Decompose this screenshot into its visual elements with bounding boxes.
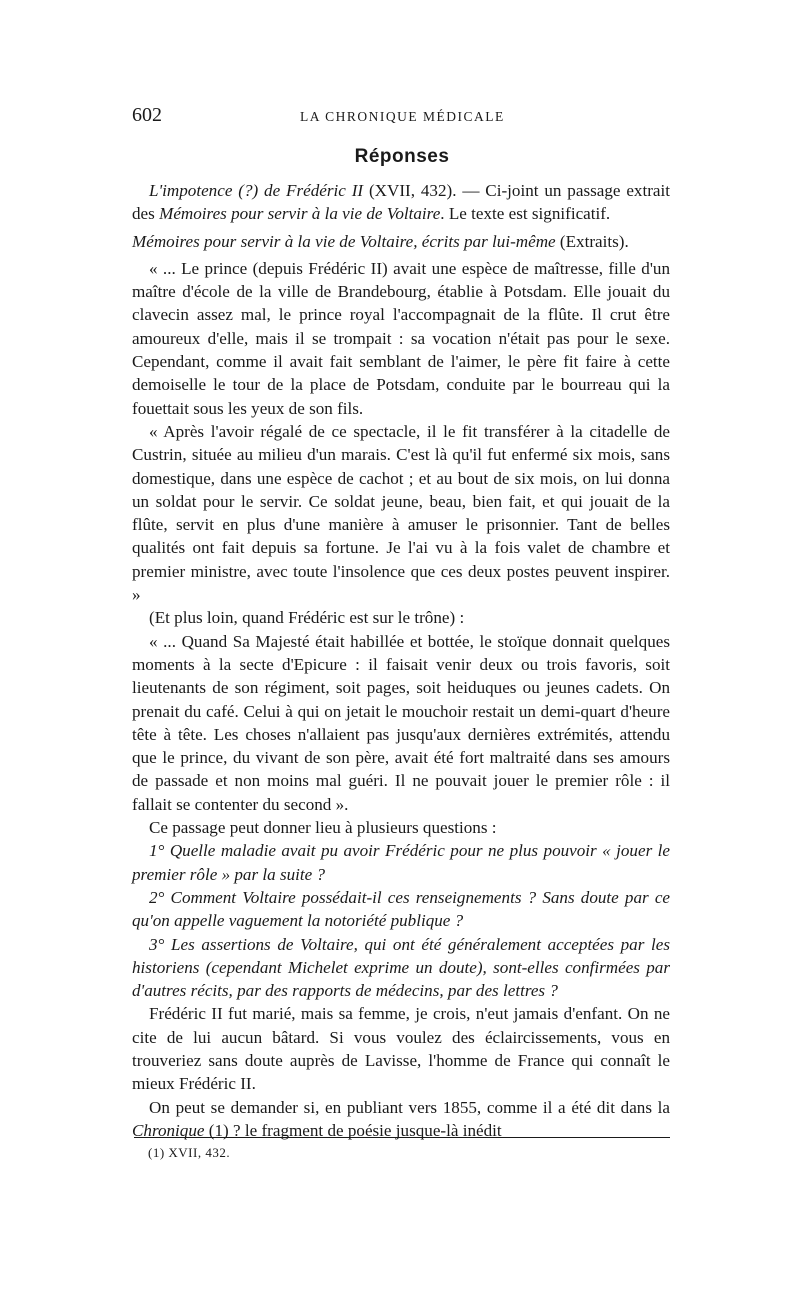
question-3-text: 3° Les assertions de Voltaire, qui ont été généralement acceptées par les historiens (cependant Michelet exprime un doute), sont-elles confirmées par d'autres récits, par des rapports de médecins, par des lettres ? [132,934,670,1001]
paragraph-3: (Et plus loin, quand Frédéric est sur le trône) : [149,608,465,628]
query-ref: (XVII, 432). — Ci-joint un passage extrait des [132,181,670,224]
footnote-divider [134,1137,670,1138]
source-title: Mémoires pour servir à la vie de Voltaire, écrits par lui-même [132,231,556,251]
query-paragraph [132,179,670,226]
article-body [132,179,670,1142]
question-2-text: 2° Comment Voltaire possédait-il ces renseignements ? Sans doute par ce qu'on appelle vaguement la notoriété publique ? [132,887,670,931]
page-header [132,104,672,130]
paragraph-1: « ... Le prince (depuis Frédéric II) avait une espèce de maîtresse, fille d'un maître d'école de la ville de Brandebourg, établie à Potsdam. Elle jouait du clavecin assez mal, le prince royal l'accompagnait de la flûte. Il crut être amoureux d'elle, mais il se trompait : sa vocation n'était pas pour le sexe. Cependant, comme il avait fait semblant de l'aimer, le père fit faire à cette demoiselle le tour de la place de Potsdam, conduite par le bourreau qui la fouettait sous les yeux de son fils. [132,258,670,418]
paragraph-6: Frédéric II fut marié, mais sa femme, je crois, n'eut jamais d'enfant. On ne cite de lui aucun bâtard. Si vous voulez des éclaircissements, vous en trouveriez sans doute auprès de Lavisse, l'homme de France qui connaît le mieux Frédéric II. [132,1004,670,1094]
source-note: (Extraits). [559,231,629,251]
paragraph-5: Ce passage peut donner lieu à plusieurs questions : [149,818,497,838]
chronique-title: Chronique [132,1120,205,1140]
paragraph-2: « Après l'avoir régalé de ce spectacle, il le fit transférer à la citadelle de Custrin, située au milieu d'un marais. C'est là qu'il fut enfermé six mois, sans domestique, dans une espèce de cachot ; et au bout de six mois, on lui donna un soldat pour le servir. Ce soldat jeune, beau, bien fait, et qui jouait de la flûte, servit en plus d'une manière à amuser le prisonnier. Tant de belles qualités ont fait depuis sa fortune. Je l'ai vu à la fois valet de chambre et premier ministre, avec toute l'insolence que ces deux postes peuvent inspirer. » [132,421,670,605]
source-line [132,230,670,253]
paragraph-4: « ... Quand Sa Majesté était habillée et bottée, le stoïque donnait quelques moments à la secte d'Epicure : il faisait venir deux ou trois favoris, soit lieutenants de son régiment, soit pages, soit heiduques ou jeunes cadets. On prenait du café. Celui à qui on jetait le mouchoir restait un demi-quart d'heure tête à tête. Les choses n'allaient pas jusqu'aux dernières extrémités, attendu que le prince, du vivant de son père, avait été fort maltraité dans ses amours de passade et non moins mal guéri. Il ne pouvait jouer le premier rôle : il fallait se contenter du second ». [132,631,670,814]
footnote: (1) XVII, 432. [148,1145,231,1160]
section-title: Réponses [354,146,450,167]
question-2 [132,886,670,933]
question-1 [132,839,670,886]
paragraph-7-start: On peut se demander si, en publiant vers 1855, comme il a été dit dans la [149,1097,670,1117]
query-title: L'impotence (?) de Frédéric II [149,181,364,200]
paragraph-7 [132,1096,670,1143]
question-1-text: 1° Quelle maladie avait pu avoir Frédéric pour ne plus pouvoir « jouer le premier rôle » par la suite ? [132,841,670,884]
footnote-ref: (1) [208,1120,229,1140]
paragraph-7-end: ? le fragment de poésie jusque-là inédit [233,1120,502,1140]
running-title: LA CHRONIQUE MÉDICALE [300,109,505,124]
query-tail: . Le texte est significatif. [440,204,611,224]
page-number: 602 [132,104,162,126]
book-title: Mémoires pour servir à la vie de Voltaire [159,204,441,224]
question-3 [132,933,670,1003]
